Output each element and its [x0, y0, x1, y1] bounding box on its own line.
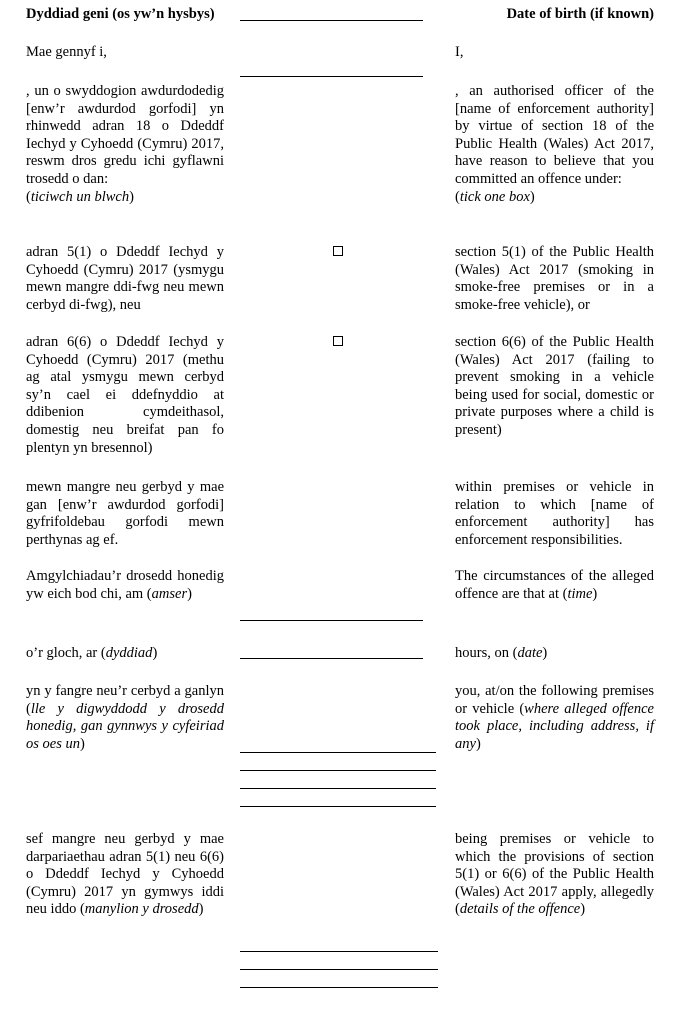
officer-note-welsh-text: ticiwch un blwch: [30, 188, 130, 205]
clock-english-em: date: [517, 645, 543, 661]
clock-english: [455, 645, 654, 663]
option1-checkbox[interactable]: [333, 246, 343, 256]
officer-paragraph-english: , an authorised officer of the [name of enforcement authority] by virtue of section 18 of the Public Health (Wales) Act 2017, have reason to believe that you committed an offence under:: [455, 83, 654, 187]
officer-text-english: [455, 83, 654, 206]
premises-welsh-end: ): [79, 735, 85, 752]
officer-text-welsh: [26, 83, 224, 206]
circumstances-welsh-end: ): [187, 585, 192, 602]
premises-line-3[interactable]: [240, 788, 436, 789]
premises-welsh: [26, 683, 224, 753]
option1-welsh: adran 5(1) o Ddeddf Iechyd y Cyhoedd (Cymru) 2017 (ysmygu mewn mangre ddi-fwg neu mewn cerbyd di-fwg), neu: [26, 244, 224, 313]
provisions-welsh-end: ): [198, 901, 204, 918]
provisions-english-text: being premises or vehicle to which the provisions of section 5(1) or 6(6) of the Public Health (Wales) Act 2017 apply, allegedly (: [455, 831, 654, 918]
option2-checkbox[interactable]: [333, 336, 343, 346]
premises-english-end: ): [475, 735, 481, 752]
circumstances-welsh-text: Amgylchiadau’r drosedd honedig yw eich bod chi, am (: [26, 568, 224, 602]
clock-welsh-text: o’r gloch, ar (: [26, 645, 106, 661]
date-input-line[interactable]: [240, 658, 423, 659]
dob-input-line[interactable]: [240, 20, 423, 21]
offence-details-line-2[interactable]: [240, 969, 438, 970]
premises-line-2[interactable]: [240, 770, 436, 771]
option2-welsh: adran 6(6) o Ddeddf Iechyd y Cyhoedd (Cymru) 2017 (methu ag atal ysmygu mewn cerbyd sy’n cael ei ddefnyddio at ddibenion cymdeithasol, domestig neu breifat pan fo plentyn yn bresennol): [26, 334, 224, 456]
officer-note-welsh: (ticiwch un blwch): [26, 188, 134, 205]
officer-note-english-text: tick one box: [459, 188, 530, 205]
premises-english: [455, 683, 654, 753]
premises-line-1[interactable]: [240, 752, 436, 753]
premises-english-em: where alleged offence took place, including address, if any: [455, 700, 654, 752]
intro-welsh: Mae gennyf i,: [26, 44, 107, 60]
circumstances-welsh: [26, 568, 224, 603]
option2-english: section 6(6) of the Public Health (Wales) Act 2017 (failing to prevent smoking in a vehicle being used for social, domestic or private purposes where a child is present): [455, 334, 654, 438]
provisions-english-end: ): [580, 901, 586, 918]
within-english: within premises or vehicle in relation to which [name of enforcement authority] has enforcement responsibilities.: [455, 479, 654, 548]
clock-welsh-end: ): [152, 645, 158, 661]
premises-english-text: you, at/on the following premises or vehicle (: [455, 683, 654, 717]
provisions-welsh-em: manylion y drosedd: [84, 901, 199, 918]
clock-welsh-em: dyddiad: [105, 645, 153, 661]
dob-label-welsh: Dyddiad geni (os yw’n hysbys): [26, 6, 215, 22]
offence-details-line-1[interactable]: [240, 951, 438, 952]
dob-label-english: Date of birth (if known): [506, 6, 654, 22]
clock-english-text: hours, on (: [455, 645, 518, 661]
option1-english: section 5(1) of the Public Health (Wales) Act 2017 (smoking in smoke-free premises or in a smoke-free vehicle), or: [455, 244, 654, 313]
provisions-welsh: [26, 831, 224, 919]
intro-english: I,: [455, 44, 464, 60]
offence-details-line-3[interactable]: [240, 987, 438, 988]
circumstances-english: [455, 568, 654, 603]
provisions-english-em: details of the offence: [459, 901, 581, 918]
circumstances-english-em: time: [567, 585, 593, 602]
circumstances-english-text: The circumstances of the alleged offence are that at (: [455, 568, 654, 602]
within-welsh: mewn mangre neu gerbyd y mae gan [enw’r awdurdod gorfodi] gyfrifoldebau gorfodi mewn perthynas ag ef.: [26, 479, 224, 548]
clock-english-end: ): [542, 645, 548, 661]
officer-note-english: (tick one box): [455, 188, 535, 205]
circumstances-english-end: ): [592, 585, 598, 602]
premises-welsh-em: lle y digwyddodd y drosedd honedig, gan gynnwys y cyfeiriad os oes un: [26, 700, 224, 752]
provisions-english: [455, 831, 654, 919]
time-input-line[interactable]: [240, 620, 423, 621]
circumstances-welsh-em: amser: [151, 585, 188, 602]
premises-welsh-text: yn y fangre neu’r cerbyd a ganlyn (: [26, 683, 224, 717]
clock-welsh: [26, 645, 224, 663]
premises-line-4[interactable]: [240, 806, 436, 807]
officer-name-line[interactable]: [240, 76, 423, 77]
officer-paragraph-welsh: , un o swyddogion awdurdodedig [enw’r awdurdod gorfodi] yn rhinwedd adran 18 o Ddeddf Iechyd y Cyhoedd (Cymru) 2017, reswm dros gredu ichi gyflawni trosedd o dan:: [26, 83, 224, 187]
provisions-welsh-text: sef mangre neu gerbyd y mae darpariaethau adran 5(1) neu 6(6) o Ddeddf Iechyd y Cyhoedd (Cymru) 2017 yn gymwys iddi neu iddo (: [26, 831, 224, 918]
